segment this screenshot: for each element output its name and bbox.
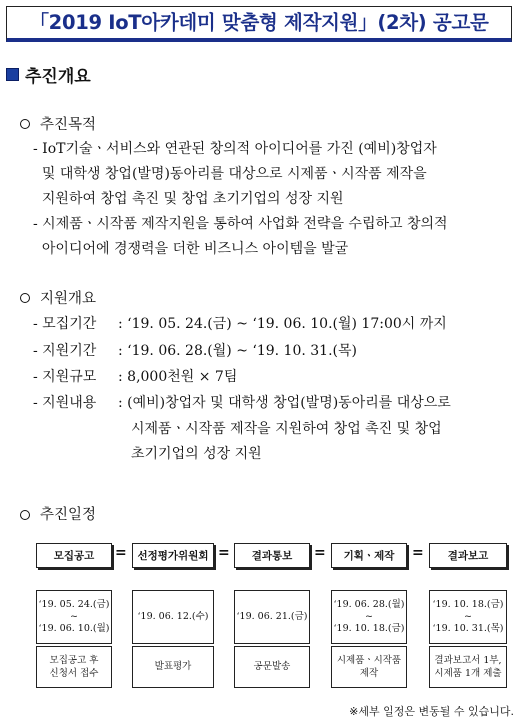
schedule-date: ~ <box>464 611 472 623</box>
schedule-task: 시제품 1개 제출 <box>434 668 502 679</box>
schedule-task-box <box>331 646 407 688</box>
circle-bullet-icon <box>20 293 30 303</box>
schedule-step: 결과보고 <box>429 543 507 568</box>
title-banner <box>6 6 512 42</box>
schedule-task: 시제품ㆍ시작품 <box>336 654 402 666</box>
schedule-date: ‘19. 06. 21.(금) <box>236 611 308 623</box>
schedule-task-box <box>36 646 112 688</box>
equals-sign: = <box>412 545 424 561</box>
schedule-task: 제작 <box>359 668 379 679</box>
schedule-date: ‘19. 06. 12.(수) <box>137 611 209 623</box>
overview-value: : ‘19. 06. 28.(월) ~ ‘19. 10. 31.(목) <box>118 343 357 359</box>
overview-value-cont: 초기기업의 성장 지원 <box>131 446 262 462</box>
schedule-note: ※세부 일정은 변동될 수 있습니다. <box>349 705 514 718</box>
purpose-heading: 추진목적 <box>40 117 97 133</box>
overview-value: : 8,000천원 × 7팀 <box>118 369 238 385</box>
schedule-task: 결과보고서 1부, <box>434 654 502 666</box>
schedule-task-box <box>234 646 310 688</box>
schedule-date-box <box>132 590 214 644</box>
overview-heading: 지원개요 <box>40 291 97 307</box>
equals-sign: = <box>218 545 230 561</box>
schedule-date-box <box>234 590 310 644</box>
schedule-date-box <box>36 590 112 644</box>
schedule-date: ‘19. 05. 24.(금) <box>38 599 110 611</box>
purpose-line: 지원하여 창업 촉진 및 창업 초기기업의 성장 지원 <box>33 191 344 207</box>
overview-label: - 지원기간 <box>33 343 97 359</box>
overview-value: : (예비)창업자 및 대학생 창업(발명)동아리를 대상으로 <box>118 395 451 411</box>
circle-bullet-icon <box>20 119 30 129</box>
schedule-date: ‘19. 10. 31.(목) <box>432 622 504 634</box>
section-title: 추진개요 <box>25 67 91 87</box>
schedule-date: ‘19. 06. 28.(월) <box>333 599 405 611</box>
schedule-task: 공문발송 <box>253 661 291 673</box>
overview-value: : ‘19. 05. 24.(금) ~ ‘19. 06. 10.(월) 17:00시 까지 <box>118 316 447 332</box>
section-bullet-icon <box>6 68 19 81</box>
overview-value-cont: 시제품ㆍ시작품 제작을 지원하여 창업 촉진 및 창업 <box>131 421 442 437</box>
schedule-date: ‘19. 10. 18.(금) <box>432 599 504 611</box>
purpose-line: - IoT기술ㆍ서비스와 연관된 창의적 아이디어를 가진 (예비)창업자 <box>33 141 437 157</box>
schedule-step: 결과통보 <box>234 543 310 568</box>
overview-label: - 지원규모 <box>33 369 97 385</box>
overview-label: - 지원내용 <box>33 395 97 411</box>
circle-bullet-icon <box>20 510 30 520</box>
purpose-line: 및 대학생 창업(발명)동아리를 대상으로 시제품ㆍ시작품 제작을 <box>33 166 427 182</box>
schedule-heading: 추진일정 <box>40 507 97 523</box>
schedule-date: ‘19. 10. 18.(금) <box>333 622 405 634</box>
overview-label: - 모집기간 <box>33 316 97 332</box>
purpose-line: 아이디어에 경쟁력을 더한 비즈니스 아이템을 발굴 <box>33 241 349 257</box>
schedule-date: ~ <box>70 611 78 623</box>
schedule-date-box <box>429 590 507 644</box>
document-title: 「2019 IoT아카데미 맞춤형 제작지원」(2차) 공고문 <box>29 11 489 34</box>
purpose-line: - 시제품ㆍ시작품 제작지원을 통하여 사업화 전략을 수립하고 창의적 <box>33 216 448 232</box>
schedule-task-box <box>429 646 507 688</box>
schedule-step: 기획ㆍ제작 <box>331 543 407 568</box>
schedule-date-box <box>331 590 407 644</box>
schedule-date: ~ <box>365 611 373 623</box>
schedule-task-box <box>132 646 214 688</box>
equals-sign: = <box>314 545 326 561</box>
schedule-task: 신청서 접수 <box>49 668 99 679</box>
schedule-date: ‘19. 06. 10.(월) <box>38 622 110 634</box>
schedule-step: 모집공고 <box>36 543 112 568</box>
schedule-step: 선정평가위원회 <box>132 543 214 568</box>
schedule-task: 발표평가 <box>154 661 192 673</box>
equals-sign: = <box>115 545 127 561</box>
schedule-task: 모집공고 후 <box>49 654 99 666</box>
